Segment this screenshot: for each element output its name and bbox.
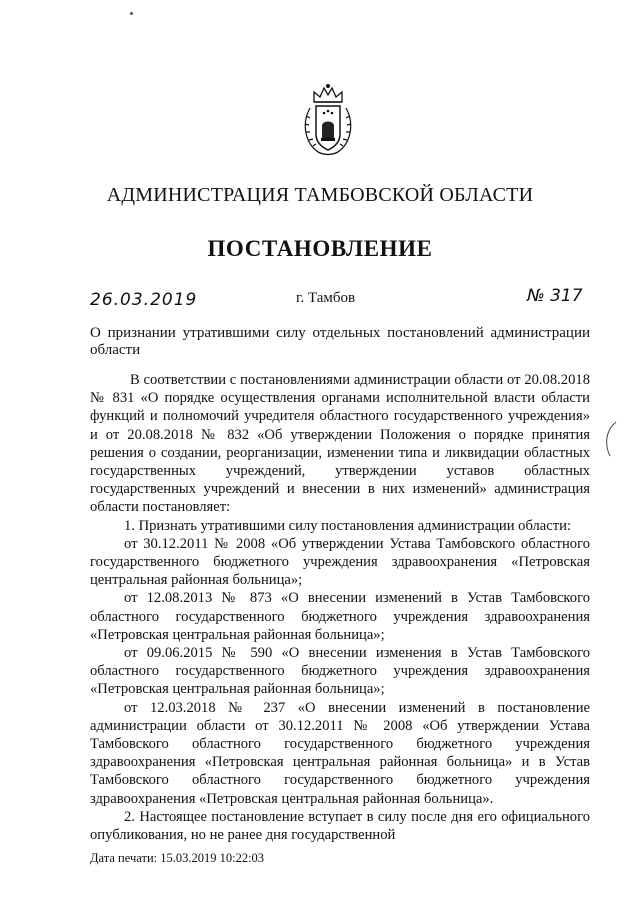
document-type-title: ПОСТАНОВЛЕНИЕ [207,236,433,261]
document-city: г. Тамбов [296,290,356,306]
repealed-item-paragraph: от 12.03.2018 № 237 «О внесении изменений в постановление администрации области от 30.12.2011 № 2008 «Об утверждении Устава Тамбовского областного государственного бюджетного учреждения здравоохранения «Петровская центральная районная больница» и в Устав Тамбовского областного государственного бюджетного учреждения здравоохранения «Петровская центральная районная больница». [90,699,590,807]
document-subject: О признании утратившими силу отдельных постановлений администрации области [90,325,590,358]
clause-1-paragraph: 1. Признать утратившими силу постановления администрации области: [124,517,571,534]
clause-2-paragraph: 2. Настоящее постановление вступает в силу после дня его официального опубликования, но не ранее дня государственной [90,808,590,844]
document-body [90,371,590,844]
repealed-item-paragraph: от 12.08.2013 № 873 «О внесении изменений в Устав Тамбовского областного государственного бюджетного учреждения здравоохранения «Петровская центральная районная больница»; [90,590,590,643]
print-date-footer: Дата печати: 15.03.2019 10:22:03 [90,851,265,865]
preamble-paragraph: В соответствии с постановлениями администрации области от 20.08.2018 № 831 «О порядке осуществления органами исполнительной власти области функций и полномочий учредителя областного государственного учреждения» и от 20.08.2018 № 832 «Об утверждении Положения о порядке принятия решения о создании, реорганизации, изменении типа и ликвидации областных государственных учреждений, утверждении уставов областных государственных учреждений и внесении в них изменений» администрация области постановляет: [90,372,590,516]
repealed-item-paragraph: от 30.12.2011 № 2008 «Об утверждении Устава Тамбовского областного государственного бюджетного учреждения здравоохранения «Петровская центральная районная больница»; [90,535,590,589]
document-number: № 317 [527,286,583,306]
document-date: 26.03.2019 [90,290,198,310]
tambov-coat-of-arms-icon [300,82,356,158]
margin-pen-mark [600,420,620,458]
organization-name: АДМИНИСТРАЦИЯ ТАМБОВСКОЙ ОБЛАСТИ [106,184,534,206]
page-dot [130,12,133,15]
repealed-item-paragraph: от 09.06.2015 № 590 «О внесении изменения в Устав Тамбовского областного государственного бюджетного учреждения здравоохранения «Петровская центральная районная больница»; [90,645,590,698]
